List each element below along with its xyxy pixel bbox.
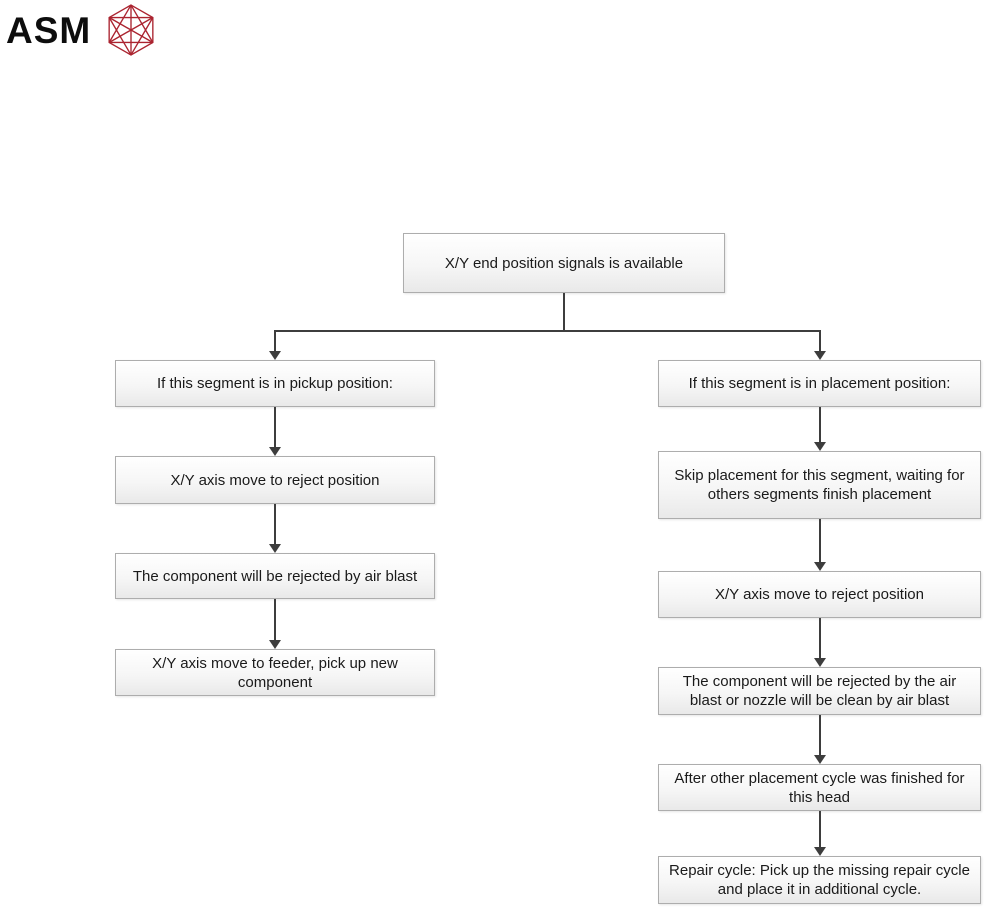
connector-line (274, 504, 276, 544)
node-xy-end-position-available (403, 233, 725, 293)
arrow-down-icon (814, 562, 826, 571)
connector-line (819, 811, 821, 847)
node-label: The component will be rejected by air blast (132, 567, 418, 585)
node-move-feeder-pickup-new (115, 649, 435, 696)
node-label: Skip placement for this segment, waiting for others segments finish placement (674, 467, 965, 503)
node-label: X/Y end position signals is available (444, 254, 684, 272)
node-skip-placement-wait (658, 451, 981, 519)
node-label: If this segment is in placement position: (688, 375, 951, 392)
node-label: X/Y axis move to reject position (715, 586, 924, 603)
node-placement-position (658, 360, 981, 407)
node-label: X/Y axis move to feeder, pick up new component (152, 654, 398, 691)
connector-right-drop (819, 330, 821, 351)
connector-line (274, 407, 276, 447)
arrow-down-icon (814, 847, 826, 856)
arrow-down-icon (814, 658, 826, 667)
connector-line (819, 519, 821, 562)
node-component-rejected-or-nozzle-clean (658, 667, 981, 715)
node-repair-cycle (658, 856, 981, 904)
node-pickup-position (115, 360, 435, 407)
arrow-down-icon (269, 640, 281, 649)
arrow-down-icon (814, 755, 826, 764)
arrow-down-icon (269, 447, 281, 456)
node-label: The component will be rejected by the air blast or nozzle will be clean by air blast (682, 673, 957, 709)
node-after-placement-cycle-finished (658, 764, 981, 811)
asm-hexagon-icon (105, 4, 157, 56)
connector-line (819, 407, 821, 442)
connector-left-drop (274, 330, 276, 351)
asm-logo-text: ASM (6, 9, 92, 51)
node-right-move-reject-position (658, 571, 981, 618)
connector-line (819, 715, 821, 755)
arrow-down-icon (269, 544, 281, 553)
arrow-down-icon (814, 351, 826, 360)
connector-line (819, 618, 821, 658)
node-left-move-reject-position (115, 456, 435, 504)
connector-branch-bar (274, 330, 821, 332)
asm-logo (6, 4, 157, 56)
node-label: X/Y axis move to reject position (170, 471, 380, 489)
node-label: After other placement cycle was finished for this head (674, 769, 965, 806)
arrow-down-icon (269, 351, 281, 360)
connector-root-stem (563, 293, 565, 331)
node-label: If this segment is in pickup position: (157, 375, 393, 392)
connector-line (274, 599, 276, 640)
node-component-rejected-air-blast (115, 553, 435, 599)
arrow-down-icon (814, 442, 826, 451)
node-label: Repair cycle: Pick up the missing repair cycle and place it in additional cycle. (669, 862, 970, 898)
